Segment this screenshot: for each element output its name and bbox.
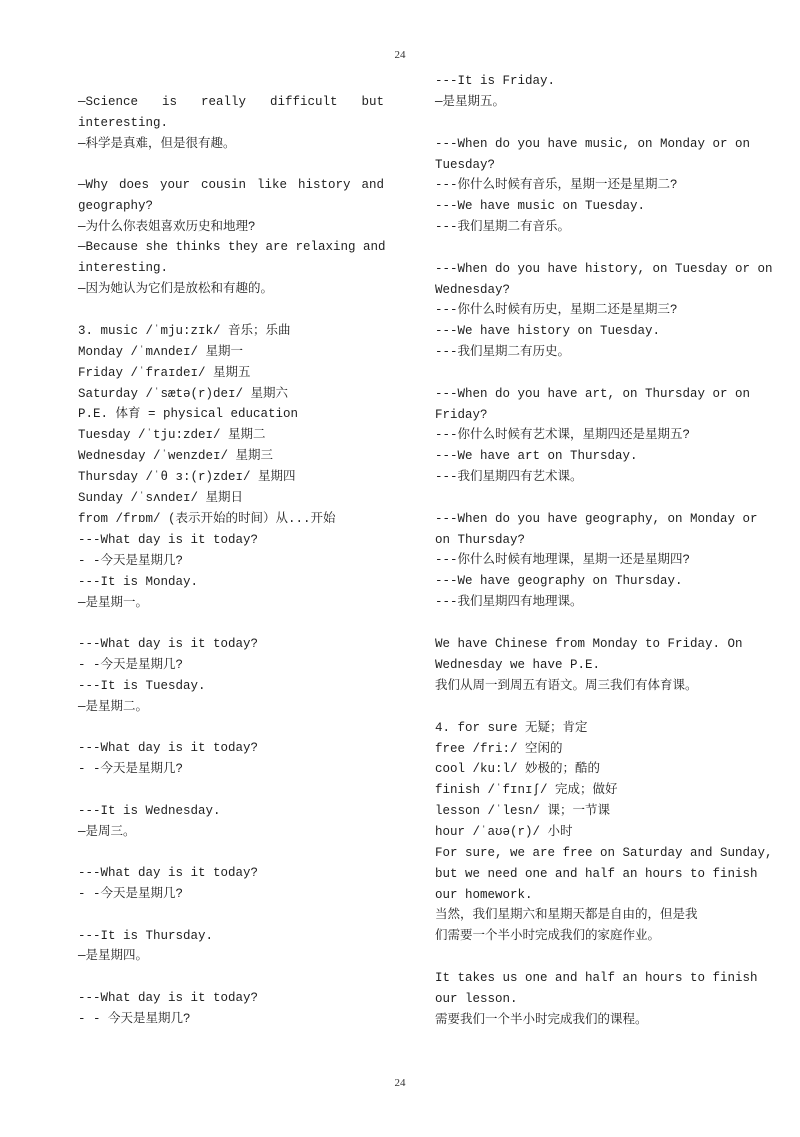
text-line: —因为她认为它们是放松和有趣的。 [78,282,274,296]
text-line: Friday? [435,408,488,422]
text-line: —Science is really difficult but [78,95,384,109]
text-line: —Because she thinks they are relaxing and [78,240,386,254]
text-line: Tuesday /ˈtju:zdeɪ/ 星期二 [78,428,266,442]
text-line: but we need one and half an hours to finish [435,867,758,881]
text-line: Sunday /ˈsʌndeɪ/ 星期日 [78,491,244,505]
text-line: 当然，我们星期六和星期天都是自由的，但是我 [435,908,698,922]
text-line: —是周三。 [78,825,136,839]
text-line: Tuesday? [435,158,496,172]
text-line: —是星期二。 [78,700,149,714]
text-line: ---你什么时候有艺术课，星期四还是星期五? [435,428,691,442]
text-line: interesting. [78,261,169,275]
text-line: ---When do you have art, on Thursday or on [435,387,751,401]
page-number-bottom: 24 [394,1077,406,1089]
text-line: ---你什么时候有地理课，星期一还是星期四? [435,553,691,567]
text-line: - -今天是星期几? [78,762,184,776]
text-line: ---We have history on Tuesday. [435,324,661,338]
text-line: - -今天是星期几? [78,887,184,901]
text-line: ---When do you have music, on Monday or on [435,137,751,151]
text-line: our lesson. [435,992,518,1006]
text-line: ---It is Wednesday. [78,804,221,818]
text-line: from /frɒm/ (表示开始的时间）从...开始 [78,512,336,526]
page-number-top: 24 [394,49,406,61]
text-line: ---It is Tuesday. [78,679,206,693]
text-line: —是星期五。 [435,95,506,109]
text-line: Friday /ˈfraɪdeɪ/ 星期五 [78,366,251,380]
text-line: - -今天是星期几? [78,658,184,672]
text-line: Thursday /ˈθ ɜ:(r)zdeɪ/ 星期四 [78,470,296,484]
text-line: ---What day is it today? [78,533,259,547]
text-line: interesting. [78,116,169,130]
text-line: ---你什么时候有历史，星期二还是星期三? [435,303,678,317]
text-line: Saturday /ˈsætə(r)deɪ/ 星期六 [78,387,289,401]
text-line: our homework. [435,888,533,902]
text-line: Monday /ˈmʌndeɪ/ 星期一 [78,345,244,359]
text-line: 3. music /ˈmju:zɪk/ 音乐；乐曲 [78,324,291,338]
text-line: 4. for sure 无疑；肯定 [435,721,588,735]
text-line: geography? [78,199,154,213]
text-line: ---It is Monday. [78,575,199,589]
text-line: ---It is Friday. [435,74,556,88]
text-line: 需要我们一个半小时完成我们的课程。 [435,1013,648,1027]
text-line: ---我们星期二有音乐。 [435,220,571,234]
text-line: ---What day is it today? [78,991,259,1005]
text-line: on Thursday? [435,533,526,547]
text-line: lesson /ˈlesn/ 课；一节课 [435,804,611,818]
text-line: ---It is Thursday. [78,929,214,943]
text-line: ---What day is it today? [78,741,259,755]
text-line: Wednesday we have P.E. [435,658,601,672]
text-line: For sure, we are free on Saturday and Sunday, [435,846,773,860]
text-line: free /fri:/ 空闲的 [435,742,563,756]
text-line: Wednesday /ˈwenzdeɪ/ 星期三 [78,449,274,463]
text-line: ---We have music on Tuesday. [435,199,646,213]
text-line: —是星期一。 [78,596,149,610]
text-line: We have Chinese from Monday to Friday. On [435,637,743,651]
text-line: ---What day is it today? [78,866,259,880]
text-line: —科学是真难，但是很有趣。 [78,137,236,151]
text-line: finish /ˈfɪnɪʃ/ 完成；做好 [435,783,618,797]
text-line: ---When do you have history, on Tuesday or on [435,262,773,276]
text-line: ---我们星期四有地理课。 [435,595,583,609]
text-line: - - 今天是星期几? [78,1012,191,1026]
text-line: —是星期四。 [78,949,149,963]
text-line: 我们从周一到周五有语文。周三我们有体育课。 [435,679,698,693]
text-line: —Why does your cousin like history and [78,178,384,192]
text-line: cool /ku:l/ 妙极的；酷的 [435,762,601,776]
text-line: —为什么你表姐喜欢历史和地理? [78,220,256,234]
text-line: 们需要一个半小时完成我们的家庭作业。 [435,929,661,943]
text-line: It takes us one and half an hours to finish [435,971,758,985]
text-line: - -今天是星期几? [78,554,184,568]
text-line: ---我们星期四有艺术课。 [435,470,583,484]
text-line: hour /ˈaʊə(r)/ 小时 [435,825,573,839]
text-line: ---你什么时候有音乐，星期一还是星期二? [435,178,678,192]
text-line: ---When do you have geography, on Monday or [435,512,758,526]
text-line: P.E. 体育 = physical education [78,407,299,421]
text-line: ---We have geography on Thursday. [435,574,683,588]
text-line: Wednesday? [435,283,511,297]
text-line: ---我们星期二有历史。 [435,345,571,359]
text-line: ---What day is it today? [78,637,259,651]
text-line: ---We have art on Thursday. [435,449,638,463]
